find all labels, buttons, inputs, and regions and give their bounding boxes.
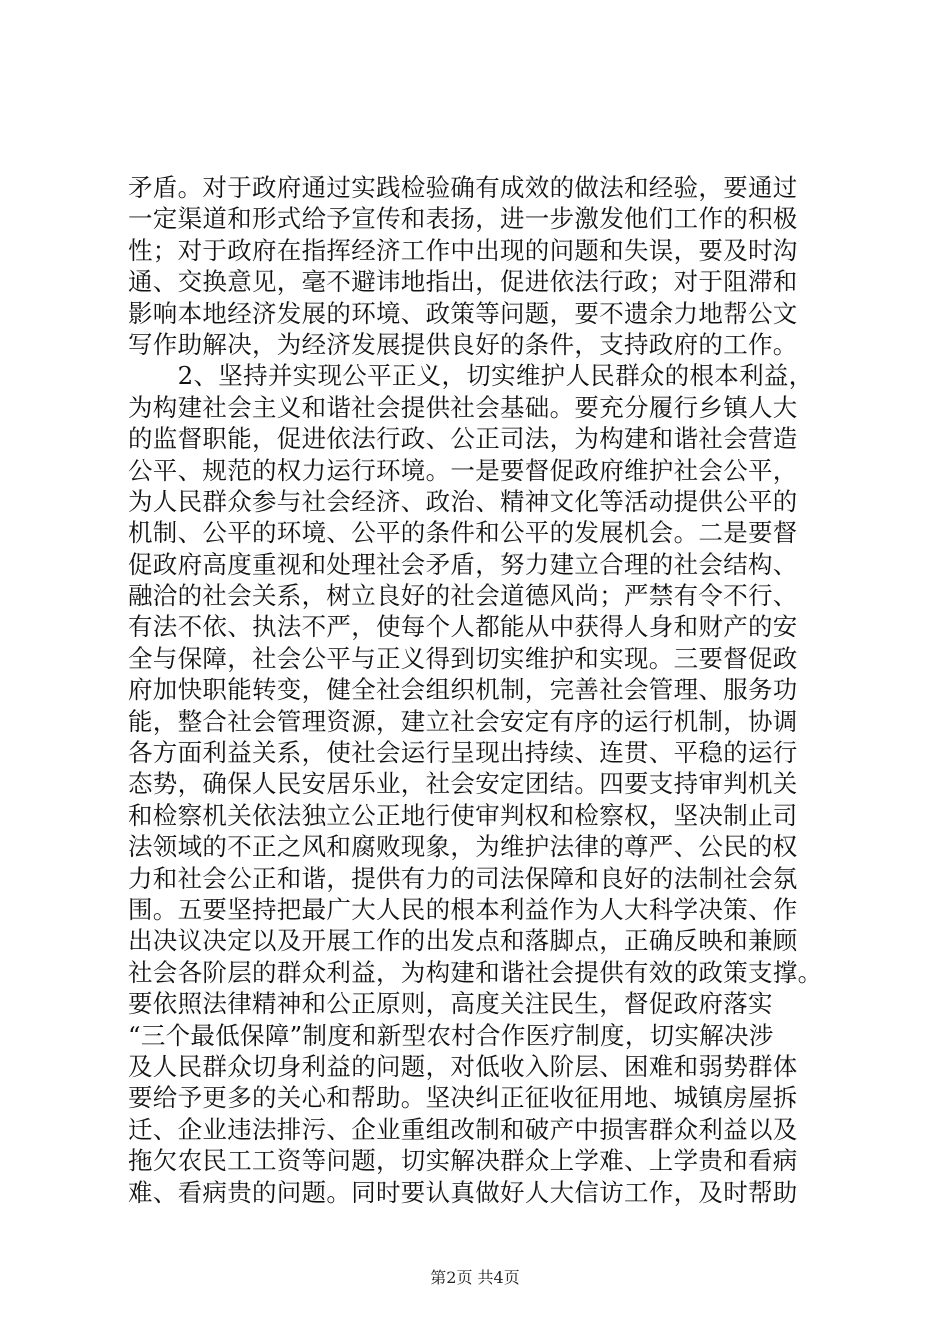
text-line: 围。五要坚持把最广大人民的根本利益作为人大科学决策、作 [128,894,798,924]
text-line: 及人民群众切身利益的问题，对低收入阶层、困难和弱势群体 [128,1051,798,1081]
text-line: 能，整合社会管理资源，建立社会安定有序的运行机制，协调 [128,706,798,736]
text-line: 一定渠道和形式给予宣传和表扬，进一步激发他们工作的积极 [128,204,798,234]
text-line: 2、坚持并实现公平正义，切实维护人民群众的根本利益， [128,361,814,391]
text-line: 矛盾。对于政府通过实践检验确有成效的做法和经验，要通过 [128,173,798,202]
text-line: “三个最低保障”制度和新型农村合作医疗制度，切实解决涉 [128,1020,774,1050]
text-line: 为人民群众参与社会经济、政治、精神文化等活动提供公平的 [128,486,798,516]
text-line: 促政府高度重视和处理社会矛盾，努力建立合理的社会结构、 [128,549,798,579]
text-line: 全与保障，社会公平与正义得到切实维护和实现。三要督促政 [128,643,798,673]
text-line: 机制、公平的环境、公平的条件和公平的发展机会。二是要督 [128,518,798,548]
text-line: 融洽的社会关系，树立良好的社会道德风尚；严禁有令不行、 [128,581,798,611]
text-line: 要给予更多的关心和帮助。坚决纠正征收征用地、城镇房屋拆 [128,1083,798,1113]
text-line: 府加快职能转变，健全社会组织机制，完善社会管理、服务功 [128,675,798,705]
text-line: 出决议决定以及开展工作的出发点和落脚点，正确反映和兼顾 [128,926,798,956]
text-line: 要依照法律精神和公正原则，高度关注民生，督促政府落实 [128,989,773,1019]
text-line: 影响本地经济发展的环境、政策等问题，要不遗余力地帮公文 [128,298,798,328]
text-line: 和检察机关依法独立公正地行使审判权和检察权，坚决制止司 [128,800,798,830]
text-line: 公平、规范的权力运行环境。一是要督促政府维护社会公平， [128,455,798,485]
text-line: 拖欠农民工工资等问题，切实解决群众上学难、上学贵和看病 [128,1146,798,1176]
text-line: 社会各阶层的群众利益，为构建和谐社会提供有效的政策支撑。 [128,957,823,987]
text-line: 通、交换意见，毫不避讳地指出，促进依法行政；对于阻滞和 [128,267,798,297]
body-text [128,172,828,1208]
page-footer: 第2页 共4页 [430,1268,520,1287]
text-line: 态势，确保人民安居乐业，社会安定团结。四要支持审判机关 [128,769,798,799]
text-line: 难、看病贵的问题。同时要认真做好人大信访工作，及时帮助 [128,1177,798,1207]
text-line: 各方面利益关系，使社会运行呈现出持续、连贯、平稳的运行 [128,738,798,768]
text-line: 为构建社会主义和谐社会提供社会基础。要充分履行乡镇人大 [128,392,798,422]
text-line: 有法不依、执法不严，使每个人都能从中获得人身和财产的安 [128,612,798,642]
text-line: 法领域的不正之风和腐败现象，为维护法律的尊严、公民的权 [128,832,798,862]
text-line: 迁、企业违法排污、企业重组改制和破产中损害群众利益以及 [128,1114,798,1144]
text-line: 性；对于政府在指挥经济工作中出现的问题和失误，要及时沟 [128,235,798,265]
text-line: 力和社会公正和谐，提供有力的司法保障和良好的法制社会氛 [128,863,798,893]
text-line: 写作助解决，为经济发展提供良好的条件，支持政府的工作。 [128,329,798,359]
text-line: 的监督职能，促进依法行政、公正司法，为构建和谐社会营造 [128,424,798,454]
